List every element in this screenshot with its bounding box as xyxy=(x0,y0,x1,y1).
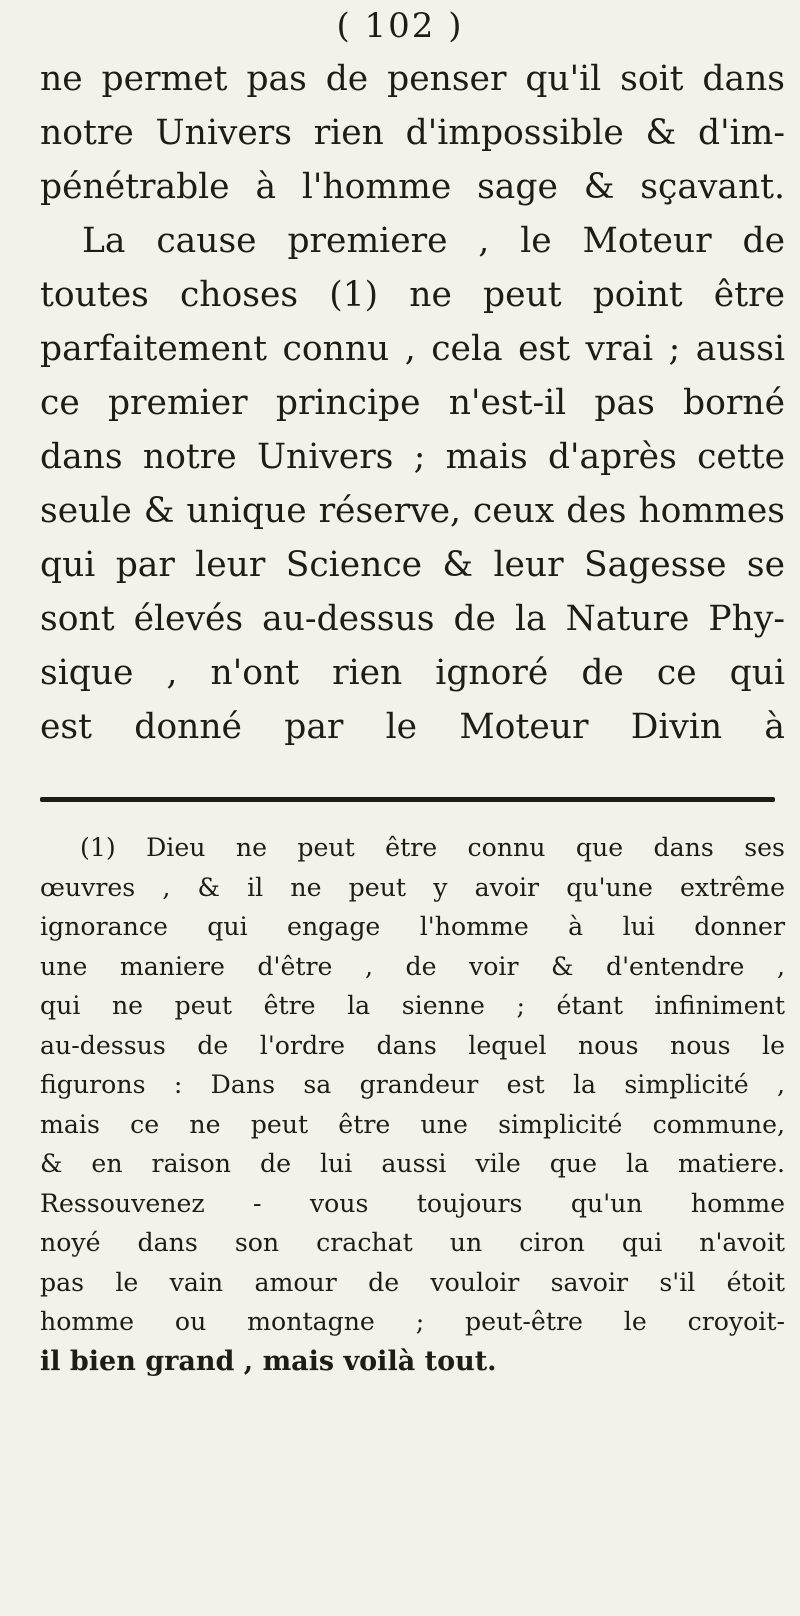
footnote-line: au-dessus de l'ordre dans lequel nous nous le xyxy=(40,1030,785,1060)
text-line: qui par leur Science & leur Sagesse se xyxy=(40,545,785,585)
text-line: est donné par le Moteur Divin à xyxy=(40,707,785,747)
text-line: seule & unique réserve, ceux des hommes xyxy=(40,491,785,531)
footnote-line: une maniere d'être , de voir & d'entendre , xyxy=(40,951,785,981)
footnote-line: noyé dans son crachat un ciron qui n'avoit xyxy=(40,1228,785,1257)
text-line: pénétrable à l'homme sage & sçavant. xyxy=(40,167,785,207)
text-line: toutes choses (1) ne peut point être xyxy=(40,275,785,315)
text-line: dans notre Univers ; mais d'après cette xyxy=(40,437,785,477)
page-number: ( 102 ) xyxy=(336,6,464,46)
text-line: ce premier principe n'est-il pas borné xyxy=(40,383,785,423)
text-line: ne permet pas de penser qu'il soit dans xyxy=(40,59,785,99)
footnote-line: Ressouvenez - vous toujours qu'un homme xyxy=(40,1188,785,1218)
text-line: sont élevés au-dessus de la Nature Phy- xyxy=(40,599,785,639)
footnote-line: mais ce ne peut être une simplicité commune, xyxy=(40,1109,785,1139)
text-line: La cause premiere , le Moteur de xyxy=(82,221,785,261)
footnote-line: & en raison de lui aussi vile que la matiere. xyxy=(40,1149,785,1178)
footnote-line: qui ne peut être la sienne ; étant infiniment xyxy=(40,991,785,1020)
main-text xyxy=(40,52,785,754)
footnote-line: œuvres , & il ne peut y avoir qu'une extrême xyxy=(40,872,785,902)
text-line: notre Univers rien d'impossible & d'im- xyxy=(40,113,785,153)
footnote-line: pas le vain amour de vouloir savoir s'il étoit xyxy=(40,1267,785,1297)
footnote-separator xyxy=(40,797,775,802)
footnote-line: homme ou montagne ; peut-être le croyoit- xyxy=(40,1307,785,1336)
text-line: parfaitement connu , cela est vrai ; aussi xyxy=(40,329,785,369)
text-line: sique , n'ont rien ignoré de ce qui xyxy=(40,653,785,693)
footnote-line: (1) Dieu ne peut être connu que dans ses xyxy=(80,833,785,862)
footnote-line: ignorance qui engage l'homme à lui donner xyxy=(40,912,785,941)
footnote-line: il bien grand , mais voilà tout. xyxy=(40,1345,497,1377)
footnote-line: figurons : Dans sa grandeur est la simplicité , xyxy=(40,1070,785,1099)
footnote xyxy=(40,828,785,1381)
